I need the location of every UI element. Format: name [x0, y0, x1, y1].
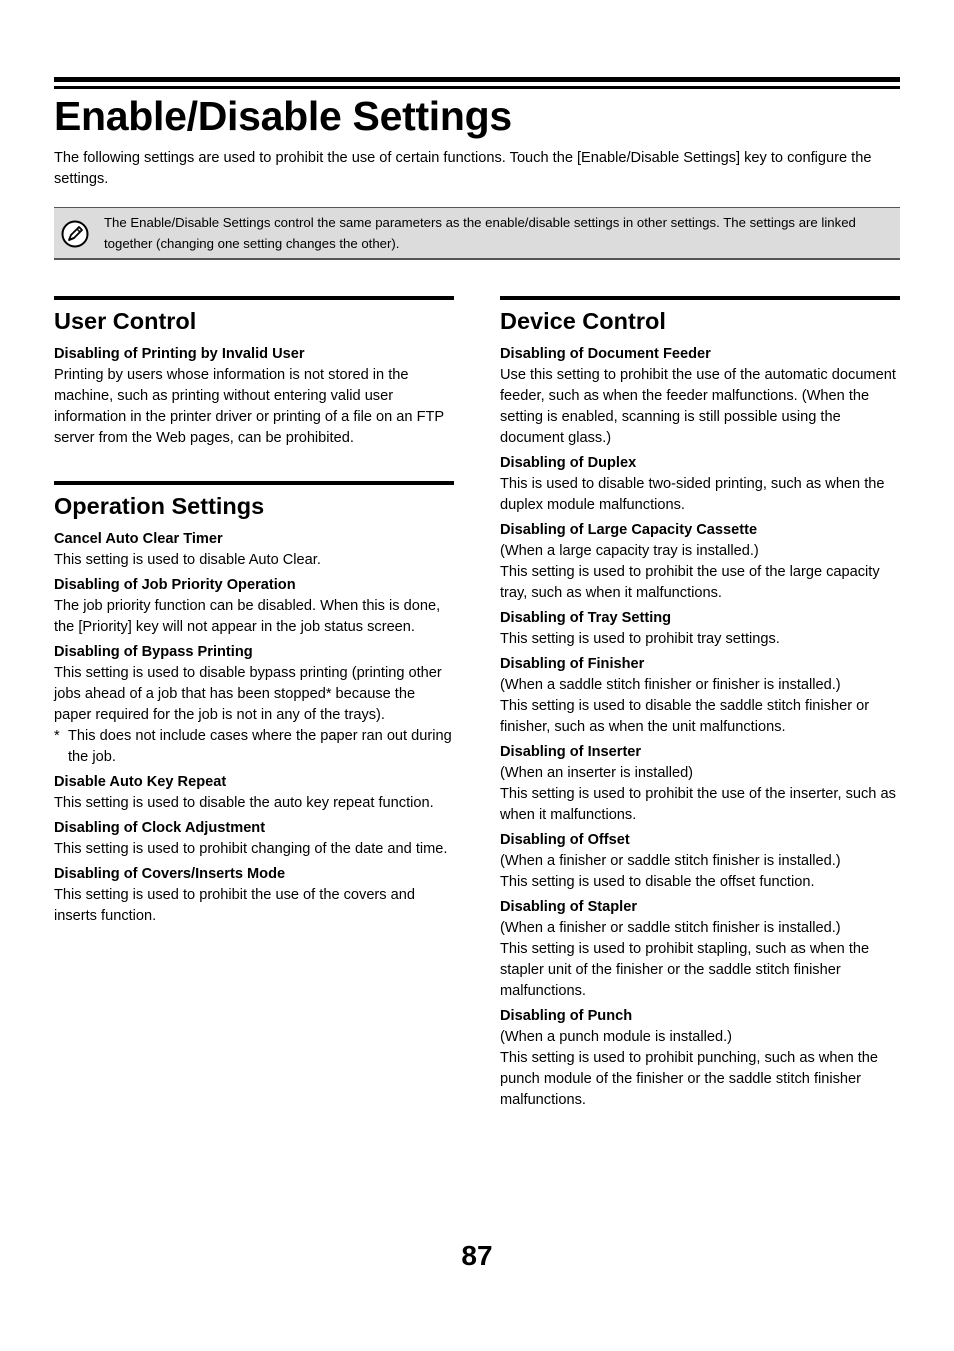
- setting-item: [54, 818, 454, 860]
- setting-description: This setting is used to disable the auto key repeat function.: [54, 795, 434, 811]
- setting-description: The job priority function can be disabled. When this is done, the [Priority] key will not appear in the job status screen.: [54, 598, 441, 635]
- setting-description: This is used to disable two-sided printing, such as when the duplex module malfunctions.: [500, 476, 885, 513]
- title-rule-thick: [54, 77, 900, 82]
- setting-item: [500, 344, 900, 449]
- page-number: 87: [461, 1240, 493, 1271]
- setting-condition: (When a punch module is installed.): [500, 1029, 732, 1045]
- title-rule-thin: [54, 86, 900, 89]
- setting-item: [54, 575, 454, 638]
- operation-settings-section: [54, 481, 454, 931]
- pencil-note-icon: [61, 220, 89, 248]
- user-control-section: [54, 296, 454, 453]
- setting-description: This setting is used to prohibit stapling, such as when the stapler unit of the finisher or the saddle stitch finisher malfunctions.: [500, 941, 870, 999]
- setting-item: [500, 453, 900, 516]
- section-rule: [500, 296, 900, 300]
- setting-description: Printing by users whose information is not stored in the machine, such as printing without entering valid user information in the printer driver or printing of a file on an FTP server from the Web pages, can be prohibited.: [54, 367, 444, 446]
- setting-description: This setting is used to prohibit the use of the covers and inserts function.: [54, 887, 415, 924]
- setting-title: Disable Auto Key Repeat: [54, 774, 227, 790]
- setting-item: [500, 830, 900, 893]
- setting-condition: (When a large capacity tray is installed.): [500, 543, 759, 559]
- section-title: Operation Settings: [54, 493, 265, 519]
- setting-description: This setting is used to prohibit the use of the large capacity tray, such as when it malfunctions.: [500, 564, 880, 601]
- setting-title: Disabling of Duplex: [500, 455, 637, 471]
- section-title: Device Control: [500, 308, 666, 334]
- setting-title: Disabling of Large Capacity Cassette: [500, 522, 758, 538]
- section-title: User Control: [54, 308, 197, 334]
- setting-item: [500, 654, 900, 738]
- footnote: [54, 726, 454, 768]
- setting-condition: (When a finisher or saddle stitch finisher is installed.): [500, 853, 841, 869]
- setting-item: [500, 897, 900, 1002]
- setting-item: [54, 344, 454, 449]
- setting-item: [54, 529, 454, 571]
- setting-condition: (When an inserter is installed): [500, 765, 694, 781]
- section-rule: [54, 296, 454, 300]
- setting-description: This setting is used to prohibit tray settings.: [500, 631, 780, 647]
- note-box: [54, 207, 900, 260]
- setting-item: [500, 1006, 900, 1111]
- setting-item: [54, 642, 454, 768]
- setting-title: Disabling of Finisher: [500, 656, 645, 672]
- setting-title: Disabling of Inserter: [500, 744, 642, 760]
- setting-item: [500, 742, 900, 826]
- setting-title: Disabling of Stapler: [500, 899, 638, 915]
- setting-description: This setting is used to disable the saddle stitch finisher or finisher, such as when the unit malfunctions.: [500, 698, 870, 735]
- setting-title: Disabling of Offset: [500, 832, 630, 848]
- setting-description: This setting is used to prohibit punching, such as when the punch module of the finisher or the saddle stitch finisher malfunctions.: [500, 1050, 879, 1108]
- setting-condition: (When a finisher or saddle stitch finisher is installed.): [500, 920, 841, 936]
- setting-title: Disabling of Printing by Invalid User: [54, 346, 305, 362]
- note-text: The Enable/Disable Settings control the same parameters as the enable/disable settings in other settings. The settings are linked together (changing one setting changes the other).: [104, 215, 856, 251]
- setting-description: This setting is used to prohibit changing of the date and time.: [54, 841, 448, 857]
- setting-item: [54, 864, 454, 927]
- setting-condition: (When a saddle stitch finisher or finisher is installed.): [500, 677, 841, 693]
- section-rule: [54, 481, 454, 485]
- setting-item: [500, 520, 900, 604]
- setting-title: Disabling of Punch: [500, 1008, 633, 1024]
- setting-description: This setting is used to prohibit the use of the inserter, such as when it malfunctions.: [500, 786, 896, 823]
- setting-description: This setting is used to disable Auto Clear.: [54, 552, 321, 568]
- device-control-section: [500, 296, 900, 1115]
- setting-title: Disabling of Job Priority Operation: [54, 577, 296, 593]
- setting-description: This setting is used to disable the offset function.: [500, 874, 815, 890]
- setting-title: Disabling of Document Feeder: [500, 346, 711, 362]
- setting-title: Disabling of Tray Setting: [500, 610, 672, 626]
- setting-title: Disabling of Clock Adjustment: [54, 820, 266, 836]
- footnote-text: This does not include cases where the paper ran out during the job.: [68, 728, 452, 765]
- setting-description: Use this setting to prohibit the use of the automatic document feeder, such as when the feeder malfunctions. (When the setting is enabled, scanning is still possible using the document glass.): [500, 367, 896, 446]
- setting-item: [500, 608, 900, 650]
- page-title: Enable/Disable Settings: [54, 93, 512, 139]
- setting-title: Cancel Auto Clear Timer: [54, 531, 223, 547]
- setting-description: This setting is used to disable bypass printing (printing other jobs ahead of a job that has been stopped* because the paper required for the job is not in any of the trays).: [54, 665, 442, 723]
- intro-text: The following settings are used to prohibit the use of certain functions. Touch the [Enable/Disable Settings] key to configure the settings.: [54, 150, 872, 187]
- setting-title: Disabling of Bypass Printing: [54, 644, 253, 660]
- setting-item: [54, 772, 454, 814]
- footnote-mark: *: [54, 728, 60, 744]
- setting-title: Disabling of Covers/Inserts Mode: [54, 866, 286, 882]
